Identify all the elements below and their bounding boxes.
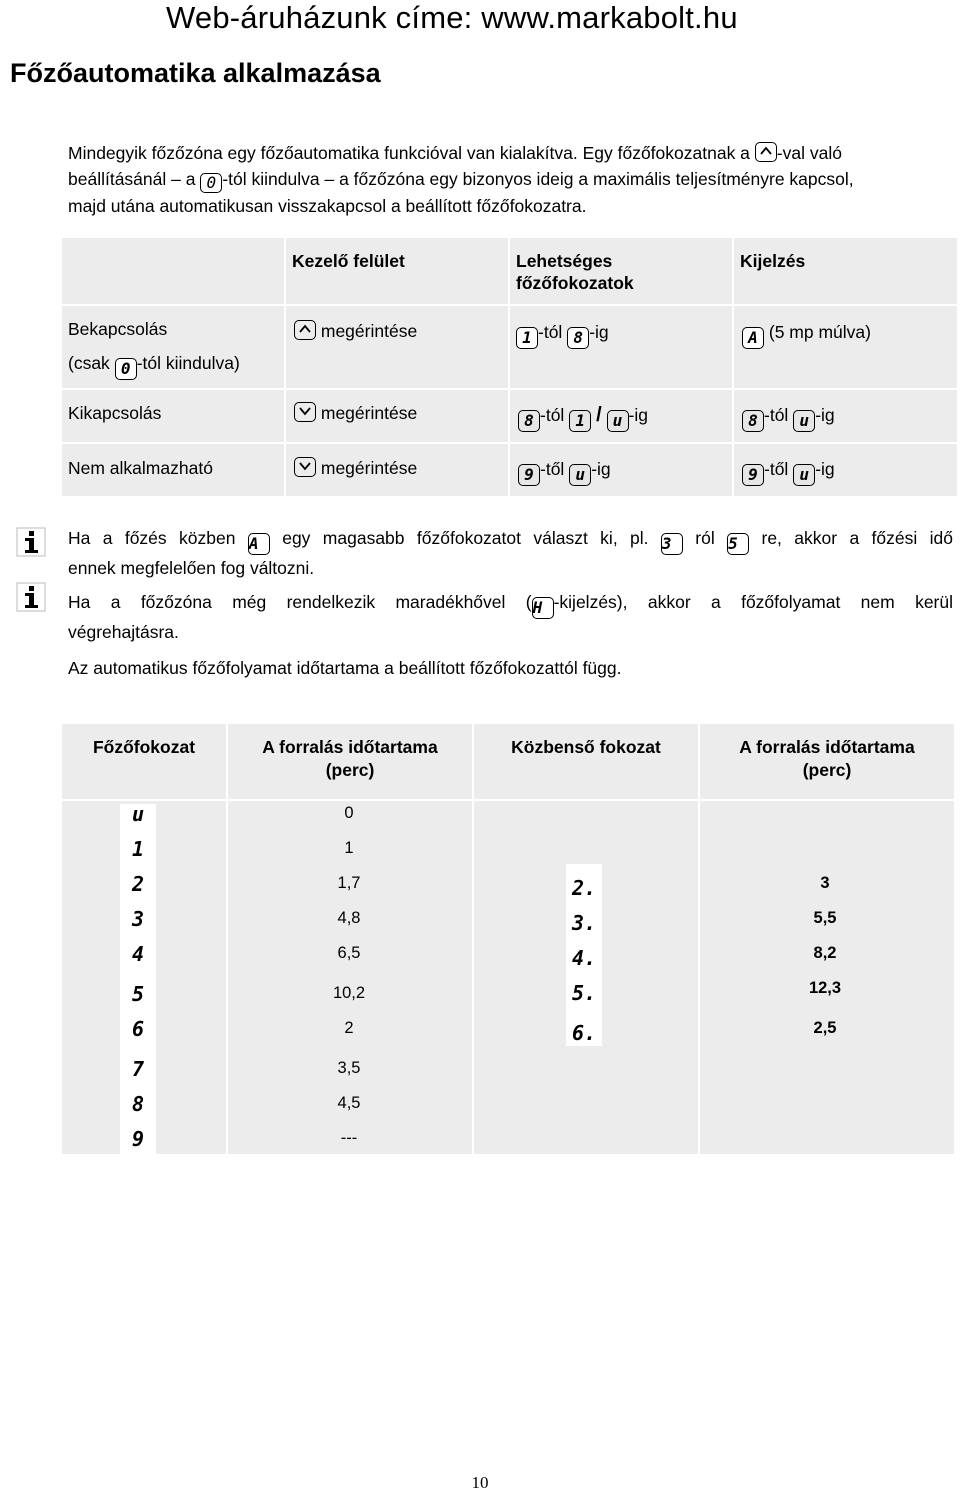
- page-number: 10: [471, 1473, 489, 1491]
- row-sublabel-on: (csak 0 -tól kiindulva): [68, 353, 240, 378]
- display-na: 9 -től u -ig: [742, 458, 835, 486]
- boil-duration-cell: 4,8: [337, 909, 361, 927]
- display-off: 8 -tól u -ig: [742, 404, 835, 432]
- header-boil-2: A forralás időtartama (perc): [739, 737, 915, 780]
- boil-duration-cell: 1: [344, 839, 354, 857]
- intro-text: majd utána automatikusan visszakapcsol a beállított főzőfokozatra.: [68, 196, 587, 216]
- level-3-icon: 3: [661, 533, 683, 555]
- level-6-icon: 6: [131, 1017, 145, 1041]
- up-arrow-key-icon: [755, 142, 777, 162]
- row-label-on: Bekapcsolás: [68, 319, 168, 339]
- level-5-icon: 5: [131, 982, 145, 1006]
- intermediate-duration-cell: 2,5: [813, 1019, 837, 1037]
- level-1-icon: 1: [516, 327, 538, 349]
- note-1: Ha a főzés közben A egy magasabb főzőfokozatot választ ki, pl. 3 ról 5 re, akkor a főzési idő: [68, 528, 953, 553]
- boil-duration-cell: 0: [344, 804, 354, 822]
- level-9-icon: 9: [131, 1127, 145, 1151]
- note-2-cont: végrehajtásra.: [68, 622, 179, 642]
- header-display: Kijelzés: [740, 251, 806, 271]
- intermediate-level-icon: 5.: [571, 981, 597, 1005]
- intermediate-level-icon: 4.: [571, 946, 597, 970]
- auto-a-icon: A: [248, 533, 270, 555]
- control-down: megérintése: [294, 457, 417, 479]
- note-2: Ha a főzőzóna még rendelkezik maradékhővel (H -kijelzés), akkor a főzőfolyamat nem kerül: [68, 592, 953, 617]
- level-8-icon: 8: [567, 327, 589, 349]
- control-up: megérintése: [294, 320, 417, 342]
- row-label-na: Nem alkalmazható: [68, 458, 213, 478]
- zero-key-icon: 0: [200, 173, 222, 193]
- level-9-icon: 9: [518, 464, 540, 486]
- note-3: Az automatikus főzőfolyamat időtartama a beállított főzőfokozattól függ.: [68, 658, 622, 678]
- header-control: Kezelő felület: [292, 251, 405, 271]
- levels-off: 8 -tól 1 / u -ig: [518, 404, 648, 432]
- intro-text: Mindegyik főzőzóna egy főzőautomatika funkcióval van kialakítva. Egy főzőfokozatnak a: [68, 143, 750, 163]
- display-on: A (5 mp múlva): [742, 321, 871, 349]
- web-address-header: Web-áruházunk címe: www.markabolt.hu: [166, 0, 738, 35]
- zero-key-icon: 0: [115, 358, 137, 380]
- control-down: megérintése: [294, 402, 417, 424]
- intermediate-duration-cell: 5,5: [813, 909, 837, 927]
- level-3-icon: 3: [131, 907, 145, 931]
- intro-paragraph: [68, 140, 953, 219]
- level-7-icon: 7: [131, 1057, 145, 1081]
- intermediate-duration-cell: 8,2: [813, 944, 837, 962]
- boil-duration-table: [62, 724, 954, 1154]
- boil-duration-cell: 6,5: [337, 944, 361, 962]
- boil-duration-cell: 4,5: [337, 1094, 361, 1112]
- boil-duration-cell: ---: [340, 1129, 358, 1147]
- level-8-icon: 8: [742, 410, 764, 432]
- level-4-icon: 4: [131, 942, 145, 966]
- level-9-icon: 9: [742, 464, 764, 486]
- header-intermediate: Közbenső fokozat: [511, 737, 661, 757]
- intro-text: beállításánál – a: [68, 169, 196, 189]
- down-arrow-key-icon: [294, 402, 316, 422]
- intro-text: -tól kiindulva – a főzőzóna egy bizonyos ideig a maximális teljesítményre kapcsol,: [222, 169, 854, 189]
- intro-text: -val való: [776, 143, 842, 163]
- level-u-icon: u: [793, 410, 815, 432]
- level-8-icon: 8: [131, 1092, 145, 1116]
- level-u-icon: u: [131, 802, 145, 826]
- info-icon: [16, 527, 46, 557]
- info-icon: [16, 582, 46, 612]
- level-u-icon: u: [793, 464, 815, 486]
- boil-duration-cell: 10,2: [332, 984, 366, 1002]
- boil-duration-cell: 1,7: [337, 874, 361, 892]
- level-2-icon: 2: [131, 872, 145, 896]
- level-1-icon: 1: [569, 410, 591, 432]
- boil-duration-cell: 2: [344, 1019, 354, 1037]
- header-levels: Lehetséges főzőfokozatok: [516, 251, 634, 293]
- intermediate-duration-cell: 12,3: [808, 979, 842, 997]
- note-1-cont: ennek megfelelően fog változni.: [68, 558, 315, 578]
- level-1-icon: 1: [131, 837, 145, 861]
- intermediate-duration-cell: 3: [820, 874, 830, 892]
- up-arrow-key-icon: [294, 320, 316, 340]
- level-u-icon: u: [569, 464, 591, 486]
- notes: [68, 525, 953, 681]
- control-table: [62, 238, 957, 496]
- intermediate-level-icon: 6.: [571, 1021, 597, 1045]
- header-level: Főzőfokozat: [92, 737, 196, 757]
- levels-na: 9 -től u -ig: [518, 458, 611, 486]
- auto-a-icon: A: [742, 327, 764, 349]
- intermediate-level-icon: 3.: [571, 911, 597, 935]
- boil-duration-cell: 3,5: [337, 1059, 361, 1077]
- level-8-icon: 8: [518, 410, 540, 432]
- section-title: Főzőautomatika alkalmazása: [10, 58, 381, 88]
- levels-on: 1 -tól 8 -ig: [516, 321, 609, 349]
- header-boil-1: A forralás időtartama (perc): [262, 737, 438, 780]
- residual-heat-h-icon: H: [532, 597, 554, 619]
- row-label-off: Kikapcsolás: [68, 403, 162, 423]
- level-5-icon: 5: [727, 533, 749, 555]
- intermediate-level-icon: 2.: [571, 876, 597, 900]
- level-u-icon: u: [607, 410, 629, 432]
- down-arrow-key-icon: [294, 457, 316, 477]
